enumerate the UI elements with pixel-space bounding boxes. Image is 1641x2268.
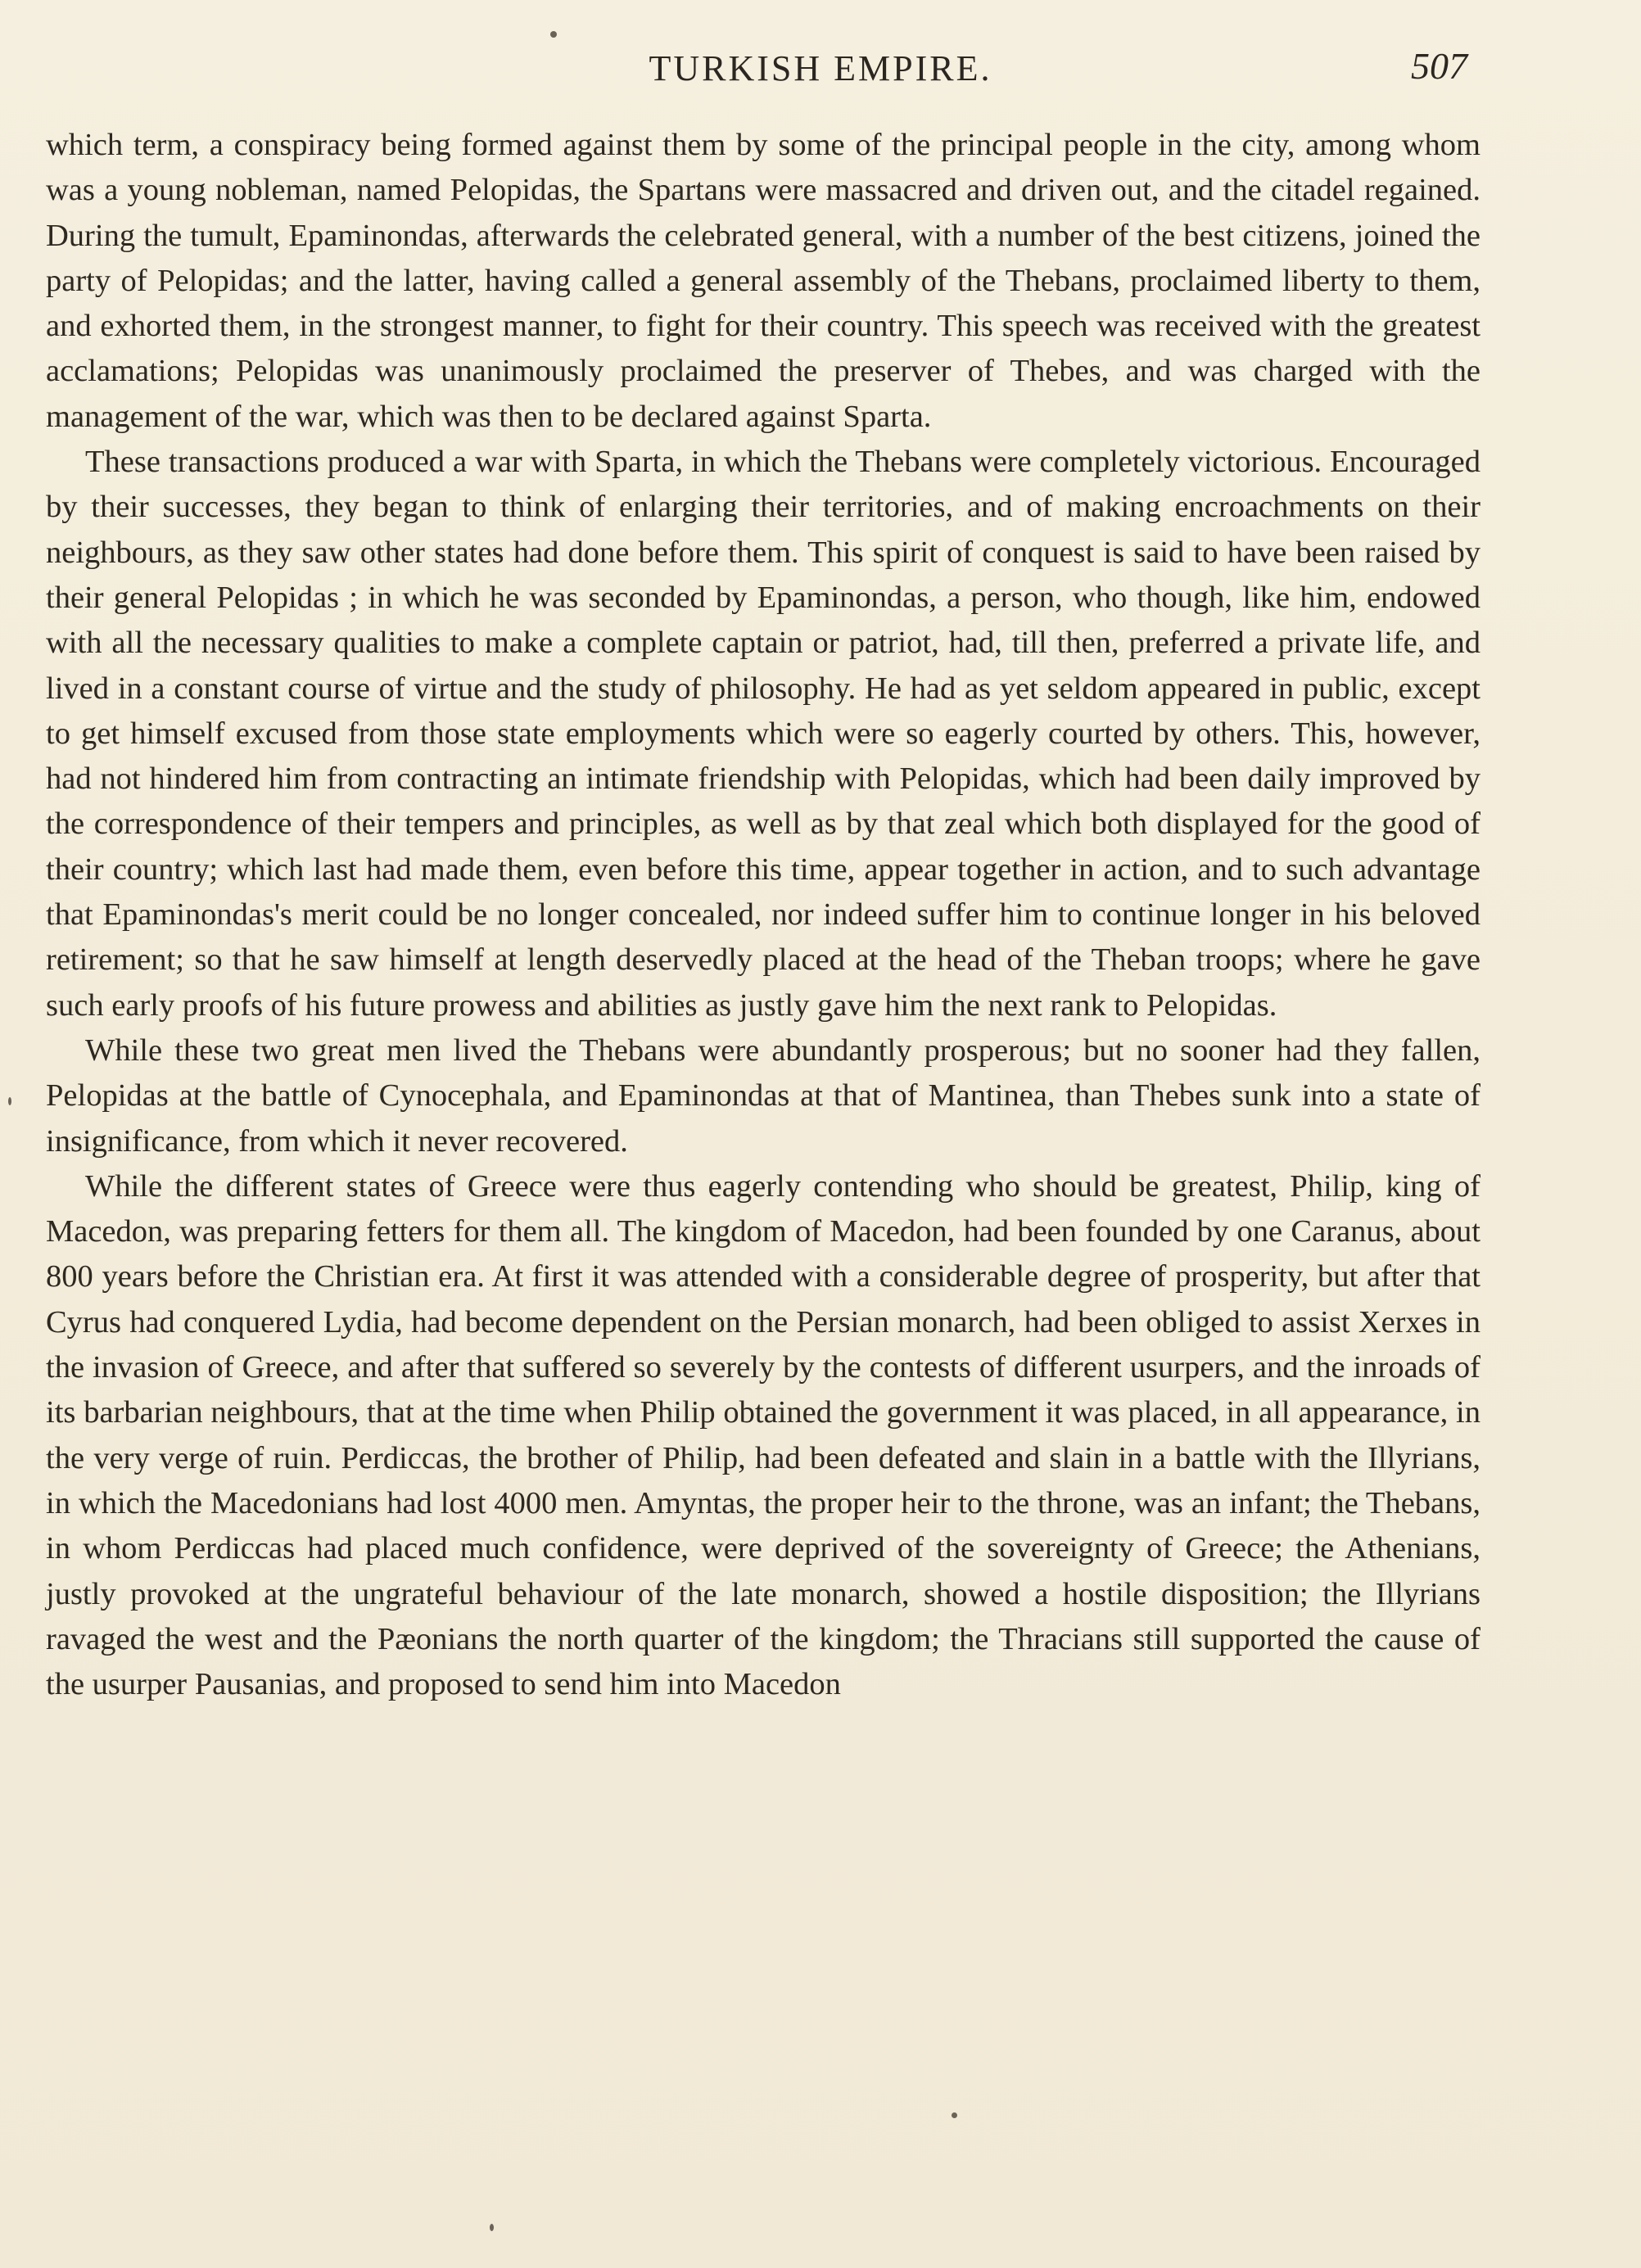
page-number: 507	[1411, 45, 1467, 87]
print-speck	[490, 2224, 494, 2231]
print-speck	[8, 1097, 11, 1105]
body-text	[46, 123, 1481, 1707]
paragraph-continuation: which term, a conspiracy being formed against them by some of the principal people in the city, among whom was a young nobleman, named Pelopidas, the Spartans were massacred and driven out, and the citadel regained. During the tumult, Epaminondas, afterwards the celebrated general, with a number of the best citizens, joined the party of Pelopidas; and the latter, having called a general assembly of the Thebans, proclaimed liberty to them, and exhorted them, in the strongest manner, to fight for their country. This speech was received with the greatest acclamations; Pelopidas was unanimously proclaimed the preserver of Thebes, and was charged with the management of the war, which was then to be declared against Sparta.	[46, 128, 1481, 434]
print-speck	[550, 31, 557, 38]
page-header	[0, 43, 1641, 100]
paragraph-macedon: While the different states of Greece were thus eagerly contending who should be greatest, Philip, king of Macedon, was preparing fetters for them all. The kingdom of Macedon, had been founded by one Caranus, about 800 years before the Christian era. At first it was attended with a considerable degree of prosperity, but after that Cyrus had conquered Lydia, had become dependent on the Persian monarch, had been obliged to assist Xerxes in the invasion of Greece, and after that suffered so severely by the contests of different usurpers, and the inroads of its barbarian neighbours, that at the time when Philip obtained the government it was placed, in all appearance, in the very verge of ruin. Perdiccas, the brother of Philip, had been defeated and slain in a battle with the Illyrians, in which the Macedonians had lost 4000 men. Amyntas, the proper heir to the throne, was an infant; the Thebans, in whom Perdiccas had placed much confidence, were deprived of the sovereignty of Greece; the Athenians, justly provoked at the ungrateful behaviour of the late monarch, showed a hostile disposition; the Illyrians ravaged the west and the Pæonians the north quarter of the kingdom; the Thracians still supported the cause of the usurper Pausanias, and proposed to send him into Macedon	[46, 1168, 1481, 1702]
running-title: TURKISH EMPIRE.	[649, 48, 992, 88]
paragraph-thebans-war: These transactions produced a war with Sparta, in which the Thebans were completely victorious. Encouraged by their successes, they began to think of enlarging their territories, and of making encroachments on their neighbours, as they saw other states had done before them. This spirit of conquest is said to have been raised by their general Pelopidas ; in which he was seconded by Epaminondas, a person, who though, like him, endowed with all the necessary qualities to make a complete captain or patriot, had, till then, preferred a private life, and lived in a constant course of virtue and the study of philosophy. He had as yet seldom appeared in public, except to get himself excused from those state employments which were so eagerly courted by others. This, however, had not hindered him from contracting an intimate friendship with Pelopidas, which had been daily improved by the correspondence of their tempers and principles, as well as by that zeal which both displayed for the good of their country; which last had made them, even before this time, appear together in action, and to such advantage that Epaminondas's merit could be no longer concealed, nor indeed suffer him to continue longer in his beloved retirement; so that he saw himself at length deservedly placed at the head of the Theban troops; where he gave such early proofs of his future prowess and abilities as justly gave him the next rank to Pelopidas.	[46, 445, 1481, 1023]
print-speck	[952, 2112, 957, 2118]
paragraph-thebes-decline: While these two great men lived the Thebans were abundantly prosperous; but no sooner had they fallen, Pelopidas at the battle of Cynocephala, and Epaminondas at that of Mantinea, than Thebes sunk into a state of insignificance, from which it never recovered.	[46, 1032, 1481, 1159]
